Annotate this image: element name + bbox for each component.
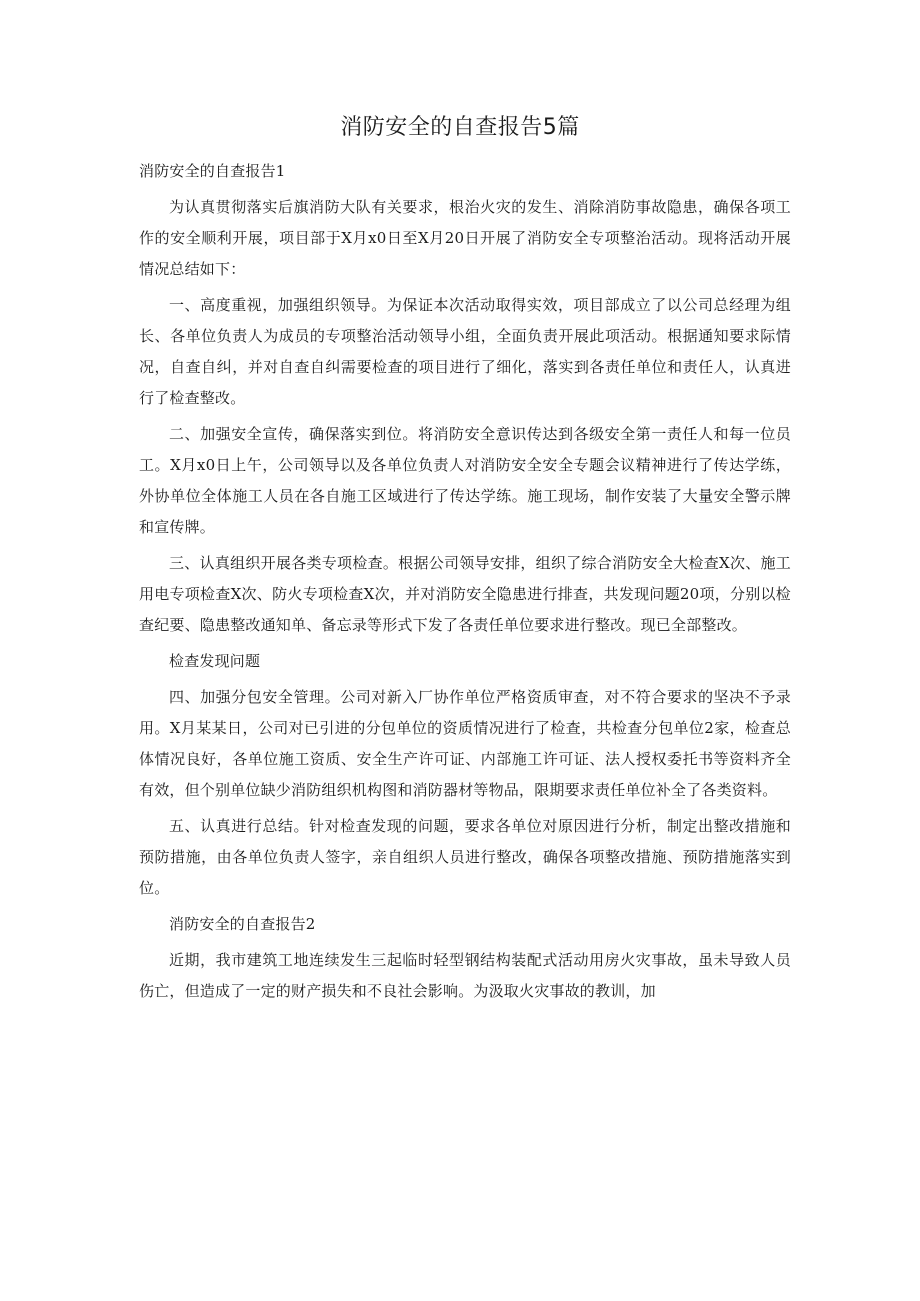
paragraph-item-5: 五、认真进行总结。针对检查发现的问题，要求各单位对原因进行分析，制定出整改措施和预防措施，由各单位负责人签字，亲自组织人员进行整改，确保各项整改措施、预防措施落实到位。 (139, 817, 791, 897)
document-body (139, 156, 791, 1007)
document-title: 消防安全的自查报告5篇 (340, 115, 580, 140)
paragraph-item-2: 二、加强安全宣传，确保落实到位。将消防安全意识传达到各级安全第一责任人和每一位员工。X月x0日上午，公司领导以及各单位负责人对消防安全安全专题会议精神进行了传达学练，外协单位全体施工人员在各自施工区域进行了传达学练。施工现场，制作安装了大量安全警示牌和宣传牌。 (139, 425, 791, 536)
subheading-issues-found: 检查发现问题 (169, 652, 261, 670)
paragraph-item-4: 四、加强分包安全管理。公司对新入厂协作单位严格资质审查，对不符合要求的坚决不予录用。X月某某日，公司对已引进的分包单位的资质情况进行了检查，共检查分包单位2家，检查总体情况良好，各单位施工资质、安全生产许可证、内部施工许可证、法人授权委托书等资料齐全有效，但个别单位缺少消防组织机构图和消防器材等物品，限期要求责任单位补全了各类资料。 (139, 688, 791, 799)
section-heading-report-1: 消防安全的自查报告1 (139, 162, 286, 180)
paragraph-item-1: 一、高度重视，加强组织领导。为保证本次活动取得实效，项目部成立了以公司总经理为组长、各单位负责人为成员的专项整治活动领导小组，全面负责开展此项活动。根据通知要求际情况，自查自纠，并对自查自纠需要检查的项目进行了细化，落实到各责任单位和责任人，认真进行了检查整改。 (139, 296, 791, 407)
section-heading-report-2: 消防安全的自查报告2 (169, 915, 316, 933)
paragraph-item-3: 三、认真组织开展各类专项检查。根据公司领导安排，组织了综合消防安全大检查X次、施工用电专项检查X次、防火专项检查X次，并对消防安全隐患进行排查，共发现问题20项，分别以检查纪要、隐患整改通知单、备忘录等形式下发了各责任单位要求进行整改。现已全部整改。 (139, 554, 791, 634)
paragraph-report-2-intro: 近期，我市建筑工地连续发生三起临时轻型钢结构装配式活动用房火灾事故，虽未导致人员伤亡，但造成了一定的财产损失和不良社会影响。为汲取火灾事故的教训，加 (139, 951, 791, 1000)
paragraph-intro: 为认真贯彻落实后旗消防大队有关要求，根治火灾的发生、消除消防事故隐患，确保各项工作的安全顺利开展，项目部于X月x0日至X月20日开展了消防安全专项整治活动。现将活动开展情况总结如下： (139, 198, 791, 278)
